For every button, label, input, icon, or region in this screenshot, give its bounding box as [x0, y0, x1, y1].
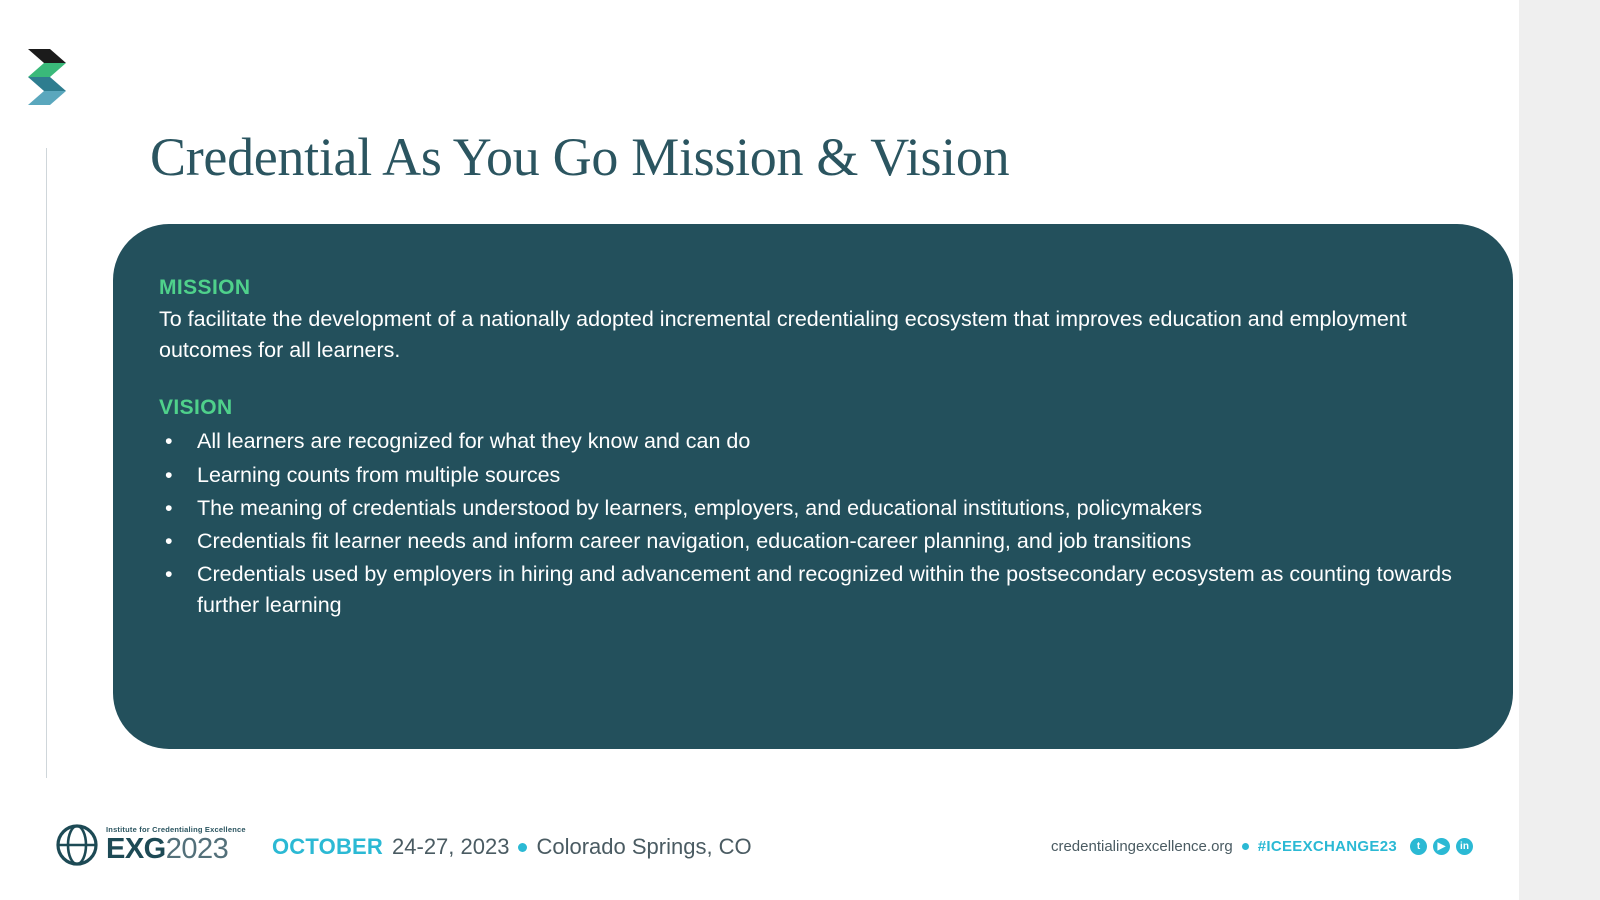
mission-text: To facilitate the development of a nationally adopted incremental credentialing ecosystem that improves education and employment outcomes for all learners. — [159, 307, 1407, 363]
mission-heading: MISSION — [159, 276, 251, 299]
event-location: Colorado Springs, CO — [536, 834, 752, 859]
social-links[interactable] — [1410, 838, 1473, 855]
slide-footer — [0, 808, 1519, 900]
right-gutter — [1519, 0, 1600, 900]
bullet-icon: • — [165, 462, 173, 487]
bullet-icon: • — [165, 429, 173, 454]
list-item-label: Credentials used by employers in hiring and advancement and recognized within the postsecondary ecosystem as counting towards further learning — [197, 562, 1452, 618]
website-link[interactable]: credentialingexcellence.org — [1050, 838, 1233, 855]
linkedin-icon[interactable]: in — [1456, 838, 1473, 855]
list-item — [159, 526, 1467, 557]
list-item-label: Credentials fit learner needs and inform career navigation, education-career planning, and job transitions — [197, 528, 1192, 553]
footer-links — [1051, 838, 1473, 855]
event-dates: 24-27, 2023 — [392, 834, 510, 859]
globe-icon — [56, 824, 98, 866]
list-item-label: Learning counts from multiple sources — [197, 462, 561, 487]
ice-year: 2023 — [165, 833, 229, 866]
left-vertical-rule — [46, 148, 47, 778]
ice-mark: EXG — [106, 833, 166, 866]
dot-separator-icon — [1242, 843, 1249, 850]
ice-logo — [56, 824, 246, 866]
event-hashtag: #ICEEXCHANGE23 — [1257, 838, 1397, 855]
bullet-icon: • — [165, 562, 173, 587]
youtube-icon[interactable]: ▶ — [1433, 838, 1450, 855]
twitter-icon[interactable]: t — [1410, 838, 1427, 855]
event-month: OCTOBER — [272, 834, 384, 859]
page-title: Credential As You Go Mission & Vision — [150, 127, 1010, 188]
ice-tagline: Institute for Credentialing Excellence — [106, 824, 246, 834]
dot-separator-icon — [518, 843, 527, 852]
mission-vision-panel — [113, 224, 1513, 749]
bullet-icon: • — [165, 528, 173, 553]
event-details — [272, 834, 752, 860]
list-item-label: The meaning of credentials understood by learners, employers, and educational institutions, policymakers — [197, 495, 1203, 520]
ice-wordmark — [106, 835, 246, 864]
ice-logo-text — [106, 826, 246, 865]
vision-list — [159, 426, 1467, 621]
credential-as-you-go-logo-icon — [26, 45, 74, 107]
list-item — [159, 460, 1467, 491]
mission-block — [159, 276, 1467, 366]
vision-block — [159, 396, 1467, 621]
bullet-icon: • — [165, 495, 173, 520]
vision-heading: VISION — [159, 396, 233, 420]
list-item — [159, 493, 1467, 524]
list-item-label: All learners are recognized for what they know and can do — [197, 429, 751, 454]
list-item — [159, 559, 1467, 621]
list-item — [159, 426, 1467, 457]
